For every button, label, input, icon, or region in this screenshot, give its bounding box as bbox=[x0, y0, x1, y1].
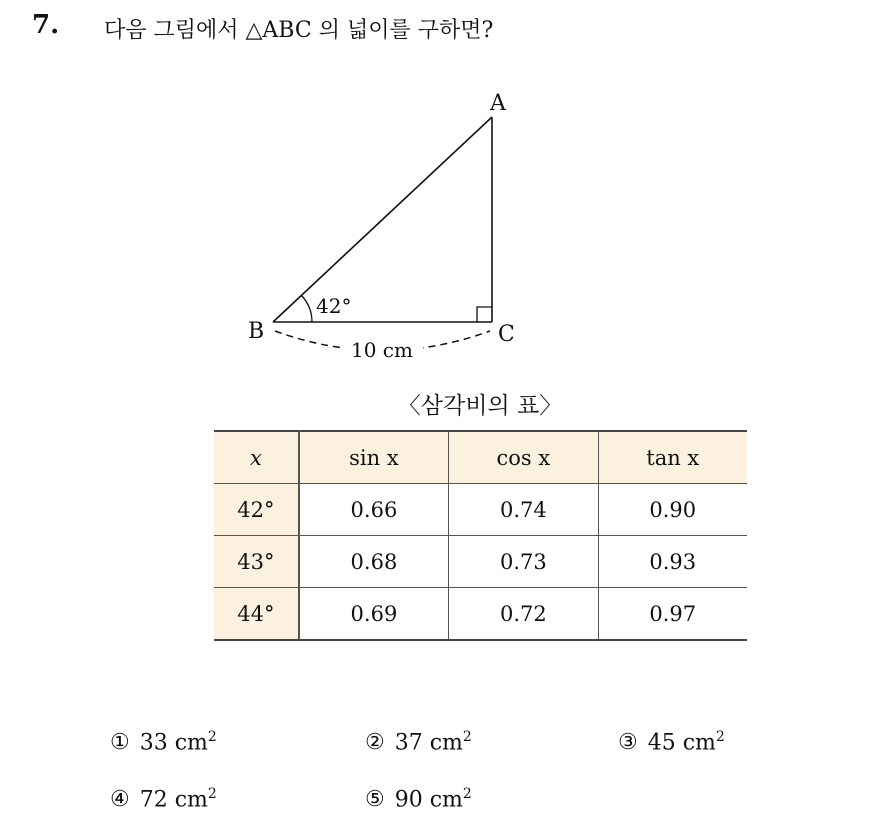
choice-number: ② bbox=[365, 730, 385, 756]
choice-number: ③ bbox=[618, 730, 638, 756]
choice-value: 33 cm bbox=[139, 730, 208, 756]
choice-number: ① bbox=[110, 730, 130, 756]
choice-value: 45 cm bbox=[647, 730, 716, 756]
cell-cos: 0.73 bbox=[449, 536, 598, 588]
table-header-row bbox=[214, 431, 747, 484]
vertex-a-label: A bbox=[490, 91, 506, 116]
vertex-c-label: C bbox=[498, 322, 515, 347]
table-row bbox=[214, 588, 747, 641]
unit-exponent: 2 bbox=[207, 786, 217, 802]
choice-value: 37 cm bbox=[394, 730, 463, 756]
choice-1[interactable] bbox=[110, 729, 217, 755]
choice-2[interactable] bbox=[365, 729, 472, 755]
table-row bbox=[214, 536, 747, 588]
side-ab bbox=[273, 117, 492, 322]
cell-tan: 0.97 bbox=[598, 588, 747, 641]
unit-exponent: 2 bbox=[715, 729, 725, 745]
header-tan: tan x bbox=[598, 431, 747, 484]
cell-sin: 0.69 bbox=[299, 588, 449, 641]
choice-number: ⑤ bbox=[365, 787, 385, 813]
cell-sin: 0.68 bbox=[299, 536, 449, 588]
cell-tan: 0.93 bbox=[598, 536, 747, 588]
header-sin: sin x bbox=[299, 431, 449, 484]
cell-cos: 0.74 bbox=[449, 484, 598, 536]
choice-value: 72 cm bbox=[139, 787, 208, 813]
angle-arc bbox=[302, 296, 313, 323]
side-length-label: 10 cm bbox=[351, 338, 413, 362]
unit-exponent: 2 bbox=[207, 729, 217, 745]
trig-table bbox=[214, 430, 747, 641]
question-text: 다음 그림에서 △ABC 의 넓이를 구하면? bbox=[104, 18, 494, 43]
choice-value: 90 cm bbox=[394, 787, 463, 813]
header-x: x bbox=[214, 431, 299, 484]
choice-4[interactable] bbox=[110, 786, 217, 812]
cell-tan: 0.90 bbox=[598, 484, 747, 536]
right-angle-mark bbox=[477, 307, 492, 322]
choice-number: ④ bbox=[110, 787, 130, 813]
question-number: 7. bbox=[32, 10, 60, 40]
row-angle: 44° bbox=[214, 588, 299, 641]
table-row bbox=[214, 484, 747, 536]
unit-exponent: 2 bbox=[462, 729, 472, 745]
vertex-b-label: B bbox=[248, 319, 265, 344]
row-angle: 42° bbox=[214, 484, 299, 536]
triangle-figure bbox=[240, 85, 540, 375]
choice-5[interactable] bbox=[365, 786, 472, 812]
row-angle: 43° bbox=[214, 536, 299, 588]
angle-label: 42° bbox=[316, 294, 352, 318]
cell-sin: 0.66 bbox=[299, 484, 449, 536]
table-caption: 〈삼각비의 표〉 bbox=[397, 393, 563, 419]
header-cos: cos x bbox=[449, 431, 598, 484]
cell-cos: 0.72 bbox=[449, 588, 598, 641]
unit-exponent: 2 bbox=[462, 786, 472, 802]
choice-3[interactable] bbox=[618, 729, 725, 755]
